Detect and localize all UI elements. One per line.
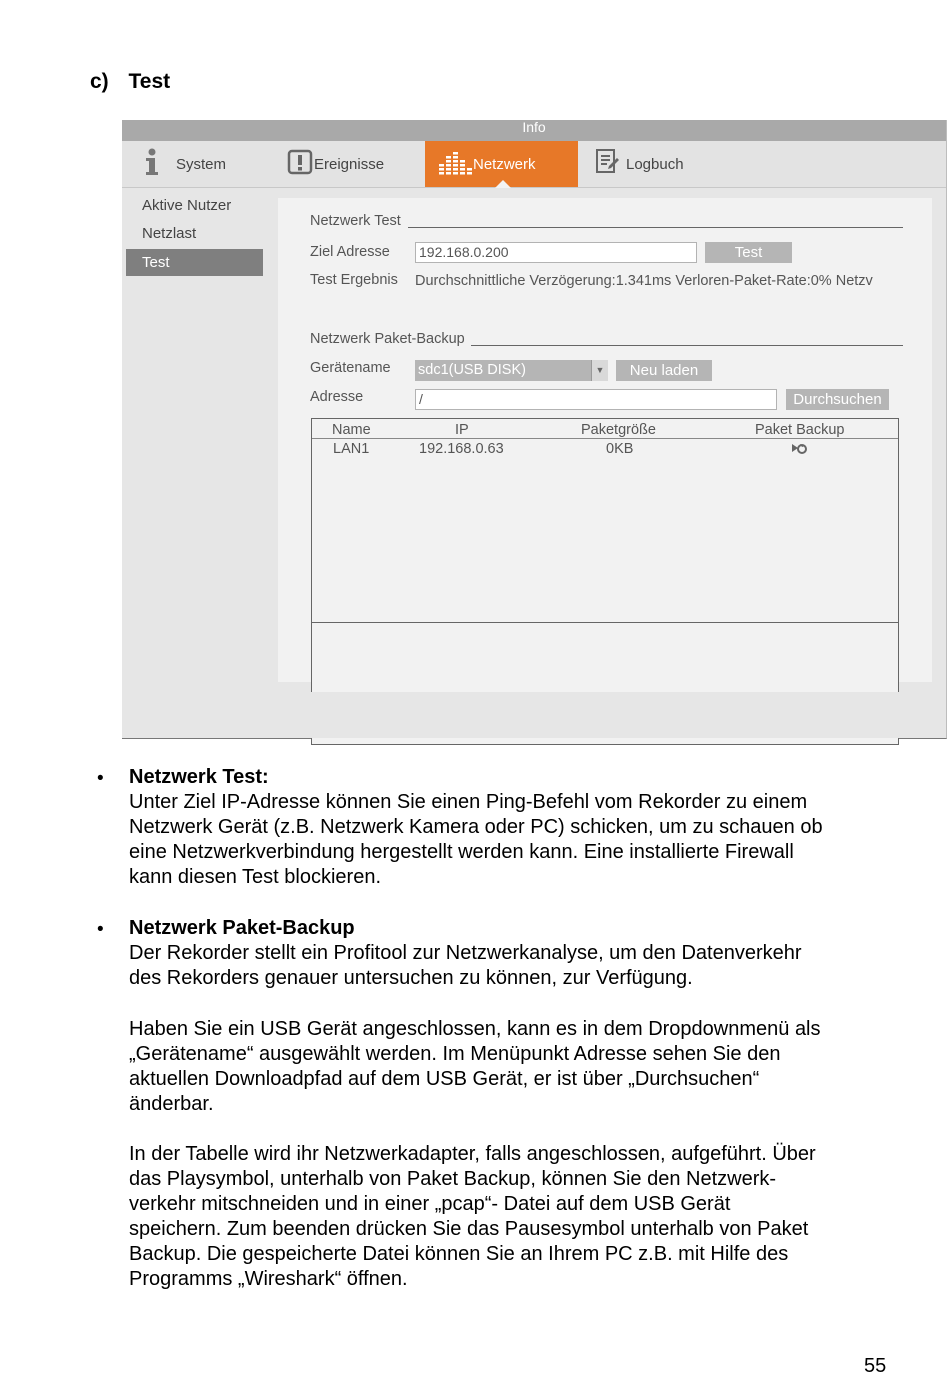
device-name-label: Gerätename [310,360,391,376]
column-header-ip: IP [455,422,469,438]
section-divider [471,345,903,346]
paragraph-table [129,1142,909,1292]
section-title: Test [128,70,171,93]
text-line: änderbar. [129,1093,214,1115]
adapter-table-frame [311,418,899,623]
test-button[interactable]: Test [705,242,792,263]
bottom-bar [122,692,946,738]
tab-system-label: System [176,155,227,173]
bullet-marker: • [97,919,104,940]
text-line: verkehr mitschneiden und in einer „pcap“- Datei auf dem USB Gerät [129,1193,731,1215]
text-line: Unter Ziel IP-Adresse können Sie einen Ping-Befehl vom Rekorder zu einem [129,791,808,813]
row-size: 0KB [606,441,634,457]
network-test-heading: Netzwerk Test [310,213,401,229]
tab-system[interactable] [140,141,260,187]
text-line: Der Rekorder stellt ein Profitool zur Netzwerkanalyse, um den Datenverkehr [129,942,802,964]
sidebar [122,188,272,683]
target-address-label: Ziel Adresse [310,244,390,260]
text-line: Netzwerk Gerät (z.B. Netzwerk Kamera oder PC) schicken, um zu schauen ob [129,816,823,838]
bullet-title: Netzwerk Test: [129,766,269,788]
play-icon[interactable] [790,442,808,461]
text-line: kann diesen Test blockieren. [129,866,382,888]
text-line: aktuellen Downloadpfad auf dem USB Gerät, er ist über „Durchsuchen“ [129,1068,760,1090]
text-line: das Playsymbol, unterhalb von Paket Backup, können Sie den Netzwerk- [129,1168,777,1190]
tab-ereignisse-label: Ereignisse [314,155,385,173]
bullet-packet-backup [129,916,909,991]
address-label: Adresse [310,389,364,405]
text-line: Backup. Die gespeicherte Datei können Sie an Ihrem PC z.B. mit Hilfe des [129,1243,789,1265]
bullet-marker: • [97,768,104,789]
page-number: 55 [864,1355,887,1377]
text-line: des Rekorders genauer untersuchen zu können, zur Verfügung. [129,967,693,989]
tab-bar [122,141,946,188]
reload-button[interactable]: Neu laden [616,360,712,381]
column-header-size: Paketgröße [581,422,656,438]
tab-netzwerk[interactable] [425,141,578,187]
table-header-divider [312,438,898,439]
section-heading [90,70,170,94]
tab-logbuch[interactable] [594,141,714,187]
row-name: LAN1 [333,441,370,457]
sidebar-item-netzlast[interactable]: Netzlast [142,225,197,242]
bullet-title: Netzwerk Paket-Backup [129,917,355,939]
tab-netzwerk-label: Netzwerk [473,155,536,173]
text-line: eine Netzwerkverbindung hergestellt werden kann. Eine installierte Firewall [129,841,794,863]
section-divider [408,227,903,228]
device-name-dropdown[interactable] [415,360,608,381]
text-line: Haben Sie ein USB Gerät angeschlossen, kann es in dem Dropdownmenü als [129,1018,821,1040]
text-line: speichern. Zum beenden drücken Sie das Pausesymbol unterhalb von Paket [129,1218,809,1240]
chevron-down-icon: ▼ [591,360,608,381]
window-title: Info [122,120,946,141]
warning-icon [287,149,313,179]
text-line: Programms „Wireshark“ öffnen. [129,1268,408,1290]
column-header-name: Name [332,422,371,438]
sidebar-item-test[interactable]: Test [126,249,263,276]
test-result-label: Test Ergebnis [310,272,398,288]
info-icon [140,147,162,181]
text-line: „Gerätename“ ausgewählt werden. Im Menüpunkt Adresse sehen Sie den [129,1043,781,1065]
active-tab-indicator [495,180,511,188]
log-icon [594,148,620,180]
bar-chart-icon [438,148,472,180]
device-name-value: sdc1(USB DISK) [418,362,526,378]
address-input[interactable]: / [415,389,777,410]
packet-backup-heading: Netzwerk Paket-Backup [310,331,465,347]
tab-logbuch-label: Logbuch [626,155,684,173]
ui-screenshot [122,120,947,739]
sidebar-item-aktive-nutzer[interactable]: Aktive Nutzer [142,197,232,214]
section-number: c) [90,70,109,93]
tab-ereignisse[interactable] [287,141,407,187]
row-ip: 192.168.0.63 [419,441,504,457]
browse-button[interactable]: Durchsuchen [786,389,889,410]
bullet-network-test [129,765,909,890]
target-address-input[interactable]: 192.168.0.200 [415,242,697,263]
column-header-backup: Paket Backup [755,422,845,438]
text-line: In der Tabelle wird ihr Netzwerkadapter, falls angeschlossen, aufgeführt. Über [129,1143,816,1165]
paragraph-usb-device [129,1017,909,1117]
test-result-value: Durchschnittliche Verzögerung:1.341ms Verloren-Paket-Rate:0% Netzv [415,273,873,289]
